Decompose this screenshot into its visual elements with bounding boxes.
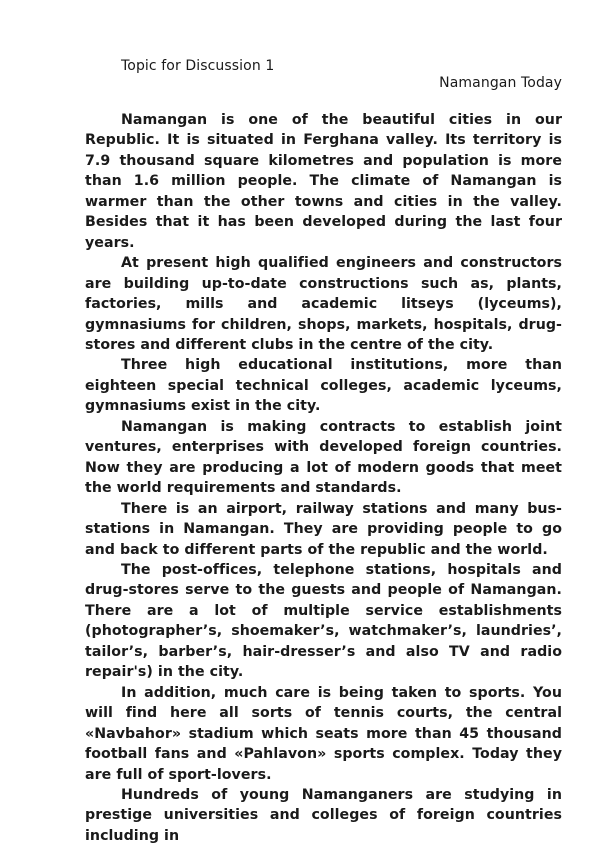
- paragraph-intro: Namangan is one of the beautiful cities in our Republic. It is situated in Ferghana valley. Its territory is 7.9 thousand square kilometres and population is more than 1.6 million people. The climate of Namangan is warmer than the other towns and cities in the valley. Besides that it has been developed during the last four years.: [85, 112, 562, 251]
- paragraph-students: Hundreds of young Namanganers are studying in prestige universities and colleges of foreign countries including in: [85, 786, 562, 844]
- paragraph-services: The post-offices, telephone stations, hospitals and drug-stores serve to the guests and people of Namangan. There are a lot of multiple service establishments (photographer’s, shoemaker’s, watchmaker’s, laundries’, tailor’s, barber’s, hair-dresser’s and also TV and radio repair's) in the city.: [85, 561, 562, 681]
- paragraph-sports: In addition, much care is being taken to sports. You will find here all sorts of tennis courts, the central «Navbahor» stadium which seats more than 45 thousand football fans and «Pahlavon» sports complex. Today they are full of sport-lovers.: [85, 684, 562, 783]
- paragraph-construction: At present high qualified engineers and constructors are building up-to-date constructions such as, plants, factories, mills and academic litseys (lyceums), gymnasiums for children, shops, markets, hospitals, drug-stores and different clubs in the centre of the city.: [85, 255, 562, 353]
- paragraph-transport: There is an airport, railway stations and many bus-stations in Namangan. They are providing people to go and back to different parts of the republic and the world.: [85, 500, 562, 558]
- topic-heading: Topic for Discussion 1: [121, 58, 275, 74]
- body-text: [85, 110, 562, 846]
- paragraph-joint-ventures: Namangan is making contracts to establish joint ventures, enterprises with developed foreign countries. Now they are producing a lot of modern goods that meet the world requirements and standards.: [85, 418, 562, 497]
- document-title: Namangan Today: [439, 75, 562, 91]
- paragraph-education: Three high educational institutions, more than eighteen special technical colleges, academic lyceums, gymnasiums exist in the city.: [85, 357, 562, 415]
